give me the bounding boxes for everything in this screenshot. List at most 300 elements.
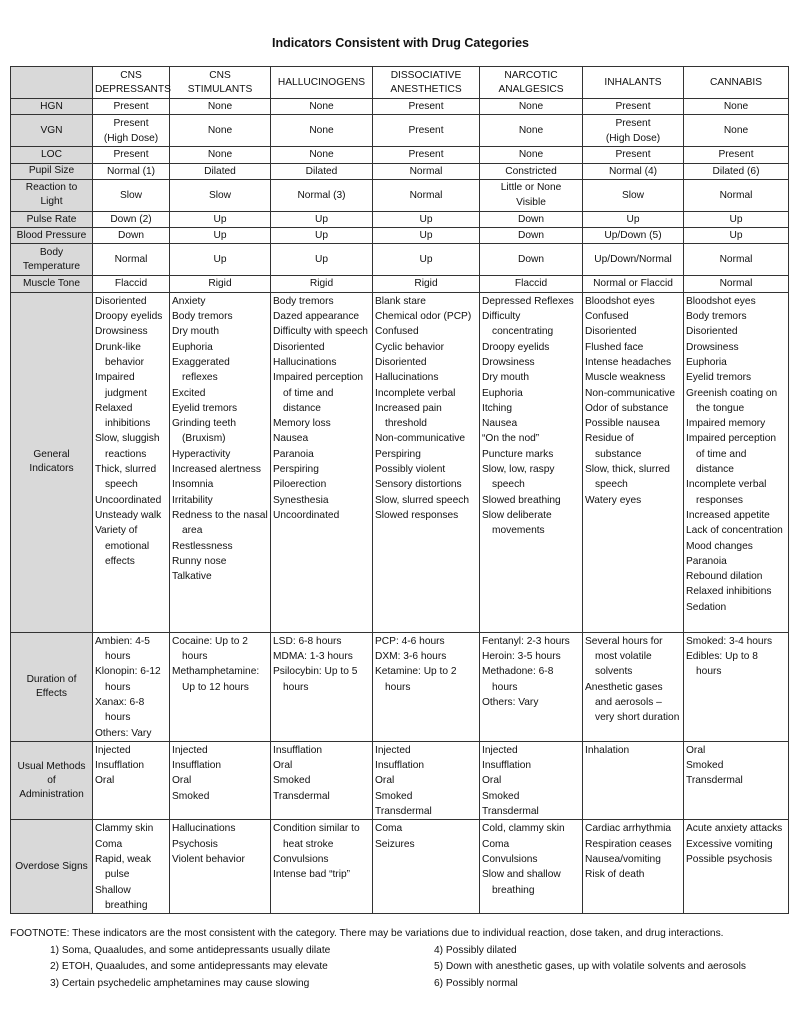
cell-line: Smoked: 3-4 hours (686, 635, 773, 647)
cell-line: Respiration ceases (585, 838, 672, 850)
table-cell (583, 820, 684, 914)
table-cell: Up (170, 228, 271, 244)
table-cell (93, 741, 170, 819)
row-methods (11, 741, 789, 819)
table-cell: Up (684, 211, 789, 227)
cell-line: Increased appetite (686, 509, 770, 521)
cell-line: Methamphetamine: Up to 12 hours (172, 666, 260, 693)
cell-line: Slow, slurred speech (375, 494, 469, 506)
row-temp (11, 244, 789, 276)
cell-line: Chemical odor (PCP) (375, 311, 472, 323)
row-header: Body Temperature (11, 244, 93, 276)
cell-line: Euphoria (172, 341, 213, 353)
cell-line: Dry mouth (482, 372, 529, 384)
cell-line: Coma (95, 838, 123, 850)
table-cell: Present (583, 99, 684, 115)
table-cell (271, 741, 373, 819)
cell-line: Transdermal (375, 806, 432, 818)
cell-line: Others: Vary (95, 727, 152, 739)
table-cell: Down (2) (93, 211, 170, 227)
cell-line: Drowsiness (686, 341, 739, 353)
table-cell: Normal (684, 179, 789, 211)
table-cell: Down (93, 228, 170, 244)
table-cell: Up (373, 244, 480, 276)
cell-line: Ketamine: Up to 2 hours (375, 666, 457, 693)
cell-line: Drowsiness (482, 356, 535, 368)
cell-line: Oral (686, 744, 706, 756)
row-header: LOC (11, 147, 93, 163)
cell-line: Possibly violent (375, 464, 446, 476)
cell-line: Insufflation (482, 760, 532, 772)
table-cell: Up (373, 211, 480, 227)
cell-line: Increased alertness (172, 464, 261, 476)
table-cell (583, 632, 684, 741)
cell-line: Nausea (273, 433, 309, 445)
cell-line: Hyperactivity (172, 448, 231, 460)
table-cell: Slow (170, 179, 271, 211)
cell-line: Bloodshot eyes (686, 295, 756, 307)
cell-line: Oral (375, 775, 395, 787)
cell-line: Drowsiness (95, 326, 148, 338)
table-cell: Up (583, 211, 684, 227)
cell-line: Irritability (172, 494, 213, 506)
table-cell: Up (271, 228, 373, 244)
table-cell (93, 820, 170, 914)
cell-line: Slow, sluggish reactions (95, 433, 160, 460)
cell-line: Insufflation (375, 760, 425, 772)
table-cell: None (271, 99, 373, 115)
cell-line: Injected (172, 744, 208, 756)
cell-line: Anesthetic gases and aerosols – very short duration (585, 681, 680, 724)
cell-line: Paranoia (686, 555, 727, 567)
cell-line: Thick, slurred speech (95, 464, 157, 491)
cell-line: Cardiac arrhythmia (585, 823, 672, 835)
table-cell (684, 632, 789, 741)
cell-line: Risk of death (585, 869, 645, 881)
cell-line: Runny nose (172, 555, 227, 567)
cell-line: Others: Vary (482, 696, 539, 708)
table-cell (480, 741, 583, 819)
cell-line: Nausea (482, 418, 518, 430)
table-cell: None (271, 147, 373, 163)
cell-line: Incomplete verbal (375, 387, 456, 399)
cell-line: PCP: 4-6 hours (375, 635, 445, 647)
header-row (11, 67, 789, 99)
table-cell: Down (480, 228, 583, 244)
cell-line: “On the nod” (482, 433, 540, 445)
footnote-text: FOOTNOTE: These indicators are the most consistent with the category. There may be variations due to individual reaction, dose taken, and drug interactions. (10, 928, 724, 939)
cell-line: Redness to the nasal area (172, 509, 268, 537)
cell-line: Disoriented (375, 356, 427, 368)
cell-line: Relaxed inhibitions (95, 402, 151, 430)
table-cell: Normal (4) (583, 163, 684, 179)
cell-line: Insomnia (172, 479, 214, 491)
table-cell (93, 292, 170, 632)
cell-line: Increased pain threshold (375, 402, 442, 430)
table-cell: None (170, 147, 271, 163)
cell-line: Grinding teeth (Bruxism) (172, 418, 236, 445)
table-cell (170, 741, 271, 819)
footnote-item: 6) Possibly normal (434, 977, 518, 989)
table-cell (271, 292, 373, 632)
table-cell (684, 820, 789, 914)
table-cell: Present (High Dose) (93, 115, 170, 147)
table-cell: Normal (373, 179, 480, 211)
cell-line: Klonopin: 6-12 hours (95, 666, 161, 693)
cell-line: Body tremors (172, 311, 233, 323)
row-general (11, 292, 789, 632)
column-header: DISSOCIATIVE ANESTHETICS (373, 67, 480, 99)
cell-line: Anxiety (172, 295, 206, 307)
cell-line: Oral (95, 775, 115, 787)
table-cell: Dilated (271, 163, 373, 179)
table-cell: Normal or Flaccid (583, 276, 684, 292)
table-cell: Normal (3) (271, 179, 373, 211)
row-loc (11, 147, 789, 163)
cell-line: Body tremors (686, 311, 747, 323)
table-cell (684, 292, 789, 632)
cell-line: Insufflation (273, 744, 323, 756)
table-cell: Dilated (170, 163, 271, 179)
table-cell: Present (High Dose) (583, 115, 684, 147)
table-cell: None (480, 147, 583, 163)
cell-line: Blank stare (375, 295, 426, 307)
table-cell: Flaccid (93, 276, 170, 292)
page-title: Indicators Consistent with Drug Categories (272, 36, 529, 50)
table-cell (684, 741, 789, 819)
table-cell: Up (684, 228, 789, 244)
row-header: HGN (11, 99, 93, 115)
cell-line: Itching (482, 402, 513, 414)
cell-line: Non-communicative (375, 433, 466, 445)
table-cell: Present (93, 99, 170, 115)
row-vgn (11, 115, 789, 147)
cell-line: Confused (375, 326, 419, 338)
table-cell: Normal (1) (93, 163, 170, 179)
cell-line: Possible psychosis (686, 853, 773, 865)
cell-line: Ambien: 4-5 hours (95, 635, 150, 663)
cell-line: Cocaine: Up to 2 hours (172, 635, 248, 663)
cell-line: Slowed responses (375, 509, 459, 521)
cell-line: Oral (273, 760, 293, 772)
cell-line: Xanax: 6-8 hours (95, 696, 145, 724)
cell-line: Eyelid tremors (172, 402, 238, 414)
column-header: CNS DEPRESSANTS (93, 67, 170, 99)
table-cell: None (170, 115, 271, 147)
cell-line: Edibles: Up to 8 hours (686, 651, 758, 678)
cell-line: Watery eyes (585, 494, 642, 506)
row-header: Pupil Size (11, 163, 93, 179)
cell-line: Hallucinations (172, 823, 236, 835)
cell-line: Intense bad “trip” (273, 869, 351, 881)
cell-line: Smoked (172, 790, 210, 802)
table-cell (583, 292, 684, 632)
cell-line: Excited (172, 387, 206, 399)
cell-line: Bloodshot eyes (585, 295, 655, 307)
table-cell (373, 820, 480, 914)
cell-line: Fentanyl: 2-3 hours (482, 635, 570, 647)
cell-line: DXM: 3-6 hours (375, 651, 447, 663)
cell-line: Smoked (686, 760, 724, 772)
table-cell: Present (373, 99, 480, 115)
cell-line: Cyclic behavior (375, 341, 445, 353)
cell-line: Smoked (482, 790, 520, 802)
cell-line: Insufflation (172, 760, 222, 772)
table-cell: Rigid (170, 276, 271, 292)
table-cell: Present (373, 115, 480, 147)
cell-line: Violent behavior (172, 853, 245, 865)
table-cell: Up/Down/Normal (583, 244, 684, 276)
table-cell: Slow (583, 179, 684, 211)
cell-line: Coma (375, 823, 403, 835)
cell-line: Transdermal (686, 775, 743, 787)
cell-line: Odor of substance (585, 402, 669, 414)
cell-line: Droopy eyelids (95, 311, 163, 323)
cell-line: LSD: 6-8 hours (273, 635, 342, 647)
cell-line: Convulsions (273, 853, 329, 865)
cell-line: MDMA: 1-3 hours (273, 651, 353, 663)
cell-line: Transdermal (273, 790, 330, 802)
table-cell: Up (271, 244, 373, 276)
table-cell: Up (170, 211, 271, 227)
cell-line: Difficulty with speech (273, 326, 368, 338)
table-cell: Rigid (271, 276, 373, 292)
row-pulse (11, 211, 789, 227)
footnote (10, 926, 790, 995)
table-cell: Present (373, 147, 480, 163)
cell-line: Lack of concentration (686, 525, 783, 537)
cell-line: Condition similar to heat stroke (273, 823, 360, 850)
table-cell (271, 632, 373, 741)
table-cell: Up (170, 244, 271, 276)
cell-line: Memory loss (273, 418, 331, 430)
cell-line: Several hours for most volatile solvents (585, 635, 663, 678)
cell-line: Variety of emotional effects (95, 525, 150, 567)
row-hgn (11, 99, 789, 115)
row-header: Muscle Tone (11, 276, 93, 292)
cell-line: Coma (482, 838, 510, 850)
column-header: NARCOTIC ANALGESICS (480, 67, 583, 99)
table-cell: Little or None Visible (480, 179, 583, 211)
row-reaction (11, 179, 789, 211)
cell-line: Hallucinations (375, 372, 439, 384)
footnote-right-column (434, 943, 794, 993)
cell-line: Injected (95, 744, 131, 756)
cell-line: Nausea/vomiting (585, 853, 661, 865)
footnote-item: 4) Possibly dilated (434, 944, 517, 956)
row-header: Blood Pressure (11, 228, 93, 244)
table-cell (583, 741, 684, 819)
table-cell: None (480, 115, 583, 147)
row-muscle (11, 276, 789, 292)
cell-line: Muscle weakness (585, 372, 666, 384)
cell-line: Injected (482, 744, 518, 756)
cell-line: Rebound dilation (686, 571, 763, 583)
column-header: INHALANTS (583, 67, 684, 99)
cell-line: Shallow breathing (95, 884, 148, 911)
cell-line: Slow deliberate movements (482, 509, 552, 537)
row-pupil (11, 163, 789, 179)
cell-line: Unsteady walk (95, 509, 162, 521)
table-cell: Down (480, 211, 583, 227)
cell-line: Uncoordinated (273, 509, 340, 521)
drug-indicator-table (10, 66, 789, 914)
cell-line: Psilocybin: Up to 5 hours (273, 666, 358, 693)
cell-line: Oral (482, 775, 502, 787)
table-cell: Constricted (480, 163, 583, 179)
cell-line: Perspiring (273, 464, 319, 476)
cell-line: Disoriented (95, 295, 147, 307)
table-cell: Normal (684, 276, 789, 292)
row-overdose (11, 820, 789, 914)
cell-line: Transdermal (482, 806, 539, 818)
table-cell (170, 292, 271, 632)
cell-line: Heroin: 3-5 hours (482, 651, 561, 663)
cell-line: Puncture marks (482, 448, 554, 460)
corner-cell (11, 67, 93, 99)
row-header: Usual Methods of Administration (11, 741, 93, 819)
cell-line: Impaired memory (686, 418, 766, 430)
table-cell: Present (583, 147, 684, 163)
table-cell: None (684, 99, 789, 115)
table-cell: Up (271, 211, 373, 227)
cell-line: Perspiring (375, 448, 421, 460)
cell-line: Piloerection (273, 479, 327, 491)
cell-line: Convulsions (482, 853, 538, 865)
row-duration (11, 632, 789, 741)
cell-line: Droopy eyelids (482, 341, 550, 353)
cell-line: Incomplete verbal responses (686, 479, 767, 506)
table-cell: Rigid (373, 276, 480, 292)
cell-line: Confused (585, 311, 629, 323)
cell-line: Body tremors (273, 295, 334, 307)
cell-line: Mood changes (686, 540, 753, 552)
cell-line: Possible nausea (585, 418, 660, 430)
cell-line: Seizures (375, 838, 415, 850)
cell-line: Paranoia (273, 448, 314, 460)
footnote-item: 5) Down with anesthetic gases, up with volatile solvents and aerosols (434, 961, 747, 973)
cell-line: Depressed Reflexes (482, 295, 574, 307)
table-cell: Dilated (6) (684, 163, 789, 179)
cell-line: Disoriented (686, 326, 738, 338)
table-cell: Up/Down (5) (583, 228, 684, 244)
row-header: VGN (11, 115, 93, 147)
cell-line: Sedation (686, 601, 727, 613)
table-cell: Down (480, 244, 583, 276)
cell-line: Slow, thick, slurred speech (585, 464, 670, 491)
table-cell: Present (93, 147, 170, 163)
cell-line: Exaggerated reflexes (172, 356, 230, 384)
cell-line: Euphoria (686, 356, 727, 368)
cell-line: Greenish coating on the tongue (686, 387, 778, 414)
column-header: HALLUCINOGENS (271, 67, 373, 99)
cell-line: Injected (375, 744, 411, 756)
cell-line: Drunk-like behavior (95, 341, 145, 368)
cell-line: Inhalation (585, 744, 630, 756)
footnote-item: 3) Certain psychedelic amphetamines may cause slowing (50, 977, 310, 989)
footnote-item: 2) ETOH, Quaaludes, and some antidepressants may elevate (50, 961, 328, 973)
cell-line: Intense headaches (585, 356, 672, 368)
cell-line: Dazed appearance (273, 311, 360, 323)
table-cell: Normal (93, 244, 170, 276)
table-cell (93, 632, 170, 741)
cell-line: Rapid, weak pulse (95, 853, 152, 881)
table-cell (373, 292, 480, 632)
row-header: Overdose Signs (11, 820, 93, 914)
cell-line: Cold, clammy skin (482, 823, 565, 835)
table-cell (271, 820, 373, 914)
cell-line: Smoked (273, 775, 311, 787)
cell-line: Talkative (172, 571, 212, 583)
table-cell: None (480, 99, 583, 115)
table-cell (480, 820, 583, 914)
table-cell: Slow (93, 179, 170, 211)
table-cell: Up (373, 228, 480, 244)
row-header: Duration of Effects (11, 632, 93, 741)
cell-line: Methadone: 6-8 hours (482, 666, 554, 693)
cell-line: Flushed face (585, 341, 644, 353)
cell-line: Clammy skin (95, 823, 154, 835)
cell-line: Eyelid tremors (686, 372, 752, 384)
cell-line: Slow and shallow breathing (482, 869, 561, 896)
cell-line: Disoriented (273, 341, 325, 353)
cell-line: Residue of substance (585, 433, 642, 460)
table-cell (170, 632, 271, 741)
cell-line: Euphoria (482, 387, 523, 399)
table-cell: Normal (373, 163, 480, 179)
cell-line: Synesthesia (273, 494, 329, 506)
table-cell (373, 632, 480, 741)
cell-line: Slowed breathing (482, 494, 561, 506)
cell-line: Sensory distortions (375, 479, 462, 491)
column-header: CNS STIMULANTS (170, 67, 271, 99)
table-cell: None (271, 115, 373, 147)
cell-line: Slow, low, raspy speech (482, 464, 555, 491)
table-cell (373, 741, 480, 819)
row-header: Reaction to Light (11, 179, 93, 211)
cell-line: Insufflation (95, 760, 145, 772)
cell-line: Acute anxiety attacks (686, 823, 783, 835)
table-cell (170, 820, 271, 914)
cell-line: Difficulty concentrating (482, 311, 554, 338)
table-cell (480, 292, 583, 632)
table-cell: Normal (684, 244, 789, 276)
cell-line: Impaired perception of time and distance (273, 372, 364, 414)
cell-line: Dry mouth (172, 326, 219, 338)
cell-line: Excessive vomiting (686, 838, 773, 850)
table-cell: Present (684, 147, 789, 163)
cell-line: Impaired perception of time and distance (686, 433, 777, 476)
row-header: General Indicators (11, 292, 93, 632)
cell-line: Impaired judgment (95, 372, 147, 399)
table-cell (480, 632, 583, 741)
row-header: Pulse Rate (11, 211, 93, 227)
cell-line: Uncoordinated (95, 494, 162, 506)
cell-line: Psychosis (172, 838, 218, 850)
footnote-left-column (50, 943, 430, 993)
cell-line: Disoriented (585, 326, 637, 338)
footnote-item: 1) Soma, Quaaludes, and some antidepressants usually dilate (50, 944, 331, 956)
column-header: CANNABIS (684, 67, 789, 99)
cell-line: Non-communicative (585, 387, 676, 399)
row-bp (11, 228, 789, 244)
cell-line: Hallucinations (273, 356, 337, 368)
cell-line: Smoked (375, 790, 413, 802)
table-cell: None (170, 99, 271, 115)
cell-line: Oral (172, 775, 192, 787)
table-cell: None (684, 115, 789, 147)
cell-line: Restlessness (172, 540, 233, 552)
